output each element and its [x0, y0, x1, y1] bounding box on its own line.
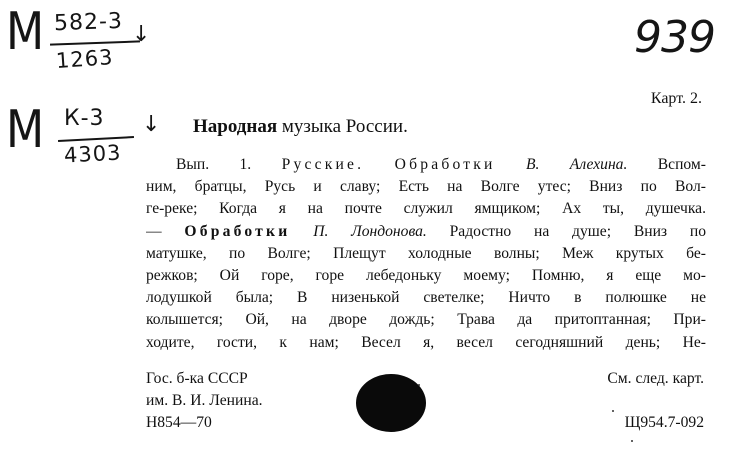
arrow-down-icon: ↓	[142, 112, 161, 137]
shelf-letter-top: М	[6, 2, 45, 62]
contents-fragment: матушке, по Волге; Плещут холодные волны; Меж крутых бе-	[146, 244, 706, 262]
spaced-heading: Обработки	[394, 156, 496, 173]
shelf-letter-bottom: М	[6, 100, 45, 160]
contents-fragment: режков; Ой горе, горе лебедоньку моему; Помню, я еще мо-	[146, 266, 706, 284]
card-title-bold: Народная	[193, 116, 278, 137]
catalog-code: Щ954.7-092	[624, 414, 704, 431]
card-title-rest: музыка России.	[281, 116, 408, 137]
arranger-name: В. Алехина.	[526, 156, 628, 173]
contents-line	[146, 154, 706, 176]
contents-fragment	[290, 223, 313, 240]
spaced-heading: Русские.	[281, 156, 365, 173]
contents-line	[146, 265, 706, 287]
spaced-heading: Обработки	[184, 222, 291, 240]
contents-fragment: ним, братцы, Русь и славу; Есть на Волге утес; Вниз по Вол-	[146, 178, 706, 196]
punch-hole	[356, 374, 426, 432]
contents-line	[146, 309, 706, 331]
contents-fragment: —	[146, 222, 185, 240]
contents-text	[146, 154, 706, 354]
see-next-card: См. след. карт.	[607, 370, 704, 387]
contents-fragment: колышется; Ой, на дворе дождь; Трава да притоптанная; При-	[146, 311, 706, 329]
contents-line	[146, 332, 706, 354]
contents-line	[146, 176, 706, 198]
contents-line	[146, 287, 706, 309]
contents-fragment: Радостно на душе; Вниз по	[426, 222, 706, 240]
shelf-number-bottom: 4303	[63, 140, 123, 168]
library-name: Гос. б-ка СССР	[146, 370, 248, 387]
shelf-code-top-divider	[50, 40, 140, 45]
shelf-number-top: 1263	[55, 45, 115, 73]
ink-speck	[631, 440, 633, 442]
contents-fragment: ге-реке; Когда я на почте служил ямщиком; Ах ты, душечка.	[146, 200, 706, 218]
contents-fragment: Вспом-	[627, 156, 706, 173]
contents-line	[146, 243, 706, 265]
arrow-down-icon: ↓	[132, 22, 151, 47]
shelf-code-top: 582-3	[53, 8, 124, 37]
library-name-line2: им. В. И. Ленина.	[146, 392, 263, 409]
print-code: Н854—70	[146, 414, 212, 431]
ink-speck	[612, 410, 614, 412]
card-title	[193, 116, 408, 138]
corner-number: 939	[634, 12, 715, 63]
arranger-name: П. Лондонова.	[313, 222, 427, 240]
contents-fragment: Вып. 1.	[176, 156, 282, 173]
card-number: Карт. 2.	[650, 90, 702, 107]
contents-fragment: ходите, гости, к нам; Весел я, весел сегодняшний день; Не-	[146, 333, 706, 351]
contents-line	[146, 198, 706, 220]
contents-fragment	[364, 156, 394, 173]
contents-line	[146, 221, 706, 243]
contents-fragment: лодушкой была; В низенькой светелке; Ничто в полюшке не	[146, 289, 706, 307]
ink-speck	[418, 384, 420, 386]
shelf-code-bottom: К-3	[64, 106, 105, 131]
contents-fragment	[496, 156, 526, 173]
